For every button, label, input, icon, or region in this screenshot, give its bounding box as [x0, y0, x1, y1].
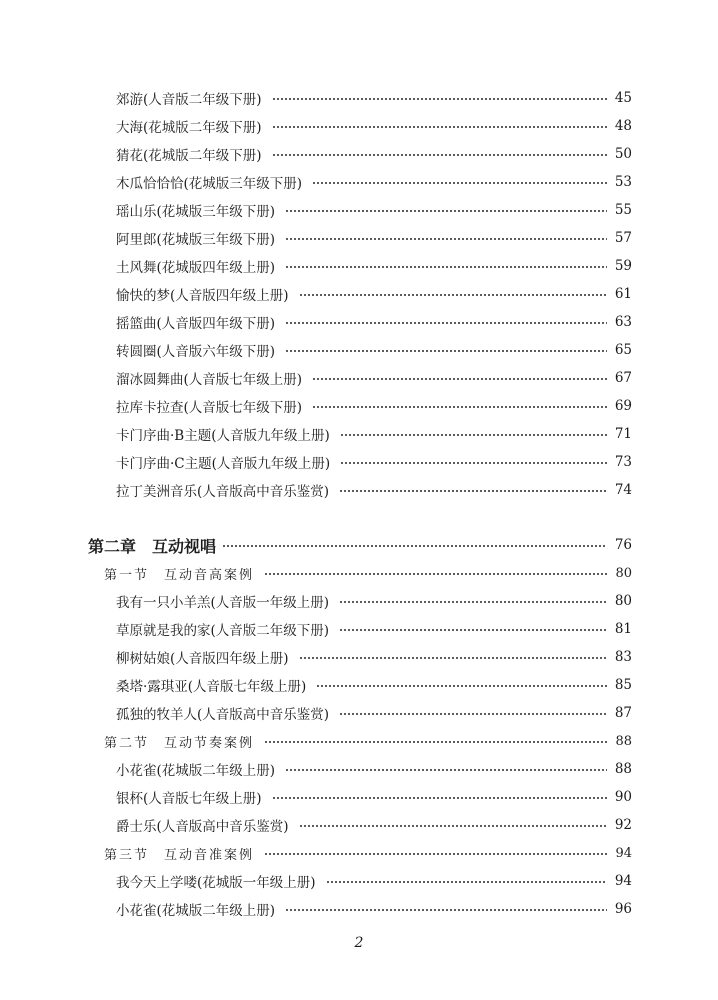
- toc-entry[interactable]: [116, 701, 632, 725]
- toc-section[interactable]: [104, 841, 632, 865]
- toc-entry-page: 80: [614, 593, 632, 609]
- page-number: 2: [354, 935, 364, 951]
- dot-leader: [299, 294, 607, 296]
- toc-entry-title: 卡门序曲·C主题(人音版九年级上册): [116, 456, 331, 472]
- section-title: 第三节 互动音准案例: [104, 847, 255, 863]
- toc-entry-title: 柳树姑娘(人音版四年级上册): [116, 651, 289, 667]
- toc-entry-page: 53: [614, 174, 632, 190]
- toc-entry-page: 87: [614, 705, 632, 721]
- toc-entry-page: 67: [614, 370, 632, 386]
- dot-leader: [285, 350, 607, 352]
- section-page: 80: [615, 565, 632, 581]
- toc-entry-title: 银杯(人音版七年级上册): [116, 791, 262, 807]
- section-title: 第一节 互动音高案例: [104, 567, 255, 583]
- dot-leader: [312, 406, 607, 408]
- toc-entry[interactable]: [116, 142, 632, 166]
- toc-entry-title: 摇篮曲(人音版四年级下册): [116, 316, 276, 332]
- toc-entry-title: 愉快的梦(人音版四年级上册): [116, 288, 289, 304]
- toc-chapter[interactable]: [88, 533, 632, 557]
- section-title: 第二节 互动节奏案例: [104, 735, 255, 751]
- dot-leader: [312, 378, 607, 380]
- toc-entry-title: 卡门序曲·B主题(人音版九年级上册): [116, 428, 330, 444]
- toc-entry-title: 木瓜恰恰恰(花城版三年级下册): [116, 176, 303, 192]
- dot-leader: [326, 881, 607, 883]
- toc-entry-title: 转圆圈(人音版六年级下册): [116, 344, 276, 360]
- toc-entry-page: 74: [614, 482, 632, 498]
- dot-leader: [285, 909, 607, 911]
- toc-entry-page: 73: [614, 454, 632, 470]
- toc-entry-page: 81: [614, 621, 632, 637]
- toc-entry-title: 孤独的牧羊人(人音版高中音乐鉴赏): [116, 707, 330, 723]
- toc-entry[interactable]: [116, 422, 632, 446]
- chapter-title: 第二章 互动视唱: [88, 536, 217, 556]
- toc-entry[interactable]: [116, 198, 632, 222]
- toc-entry[interactable]: [116, 757, 632, 781]
- toc-entry[interactable]: [116, 897, 632, 921]
- toc-entry-page: 55: [614, 202, 632, 218]
- toc-entry[interactable]: [116, 869, 632, 893]
- toc-entry-title: 我有一只小羊羔(人音版一年级上册): [116, 595, 330, 611]
- toc-entry-title: 小花雀(花城版二年级上册): [116, 903, 276, 919]
- toc-entry-page: 63: [614, 314, 632, 330]
- dot-leader: [264, 741, 607, 743]
- toc-entry-page: 50: [614, 146, 632, 162]
- dot-leader: [316, 685, 606, 687]
- dot-leader: [339, 490, 607, 492]
- toc-entry[interactable]: [116, 785, 632, 809]
- toc-entry-title: 草原就是我的家(人音版二年级下册): [116, 623, 330, 639]
- toc-entry[interactable]: [116, 450, 632, 474]
- toc-entry[interactable]: [116, 338, 632, 362]
- toc-entry-page: 61: [614, 286, 632, 302]
- toc-entry-page: 94: [614, 873, 632, 889]
- toc-entry[interactable]: [116, 673, 632, 697]
- dot-leader: [272, 126, 607, 128]
- toc-entry-title: 拉丁美洲音乐(人音版高中音乐鉴赏): [116, 484, 330, 500]
- dot-leader: [285, 210, 607, 212]
- chapter-page: 76: [614, 537, 632, 553]
- dot-leader: [272, 98, 607, 100]
- toc-entry-page: 45: [614, 90, 632, 106]
- toc-entry-page: 65: [614, 342, 632, 358]
- toc-entry-page: 71: [614, 426, 632, 442]
- toc-entry-title: 阿里郎(花城版三年级下册): [116, 232, 276, 248]
- dot-leader: [339, 629, 607, 631]
- toc-entry-title: 瑶山乐(花城版三年级下册): [116, 204, 276, 220]
- toc-entry-page: 69: [614, 398, 632, 414]
- dot-leader: [339, 601, 607, 603]
- dot-leader: [299, 825, 607, 827]
- toc-entry-page: 85: [614, 677, 632, 693]
- dot-leader: [285, 322, 607, 324]
- toc-entry-page: 90: [614, 789, 632, 805]
- toc-entry-title: 我今天上学喽(花城版一年级上册): [116, 875, 316, 891]
- toc-entry-page: 59: [614, 258, 632, 274]
- toc-entry-title: 大海(花城版二年级下册): [116, 120, 262, 136]
- toc-entry-page: 96: [614, 901, 632, 917]
- toc-section[interactable]: [104, 729, 632, 753]
- dot-leader: [340, 462, 607, 464]
- dot-leader: [312, 182, 607, 184]
- toc-entry[interactable]: [116, 226, 632, 250]
- toc-entry-title: 溜冰圆舞曲(人音版七年级上册): [116, 372, 303, 388]
- dot-leader: [285, 769, 607, 771]
- toc-entry-page: 48: [614, 118, 632, 134]
- toc-entry-title: 郊游(人音版二年级下册): [116, 92, 262, 108]
- dot-leader: [264, 573, 607, 575]
- toc-entry-page: 92: [614, 817, 632, 833]
- toc-entry[interactable]: [116, 589, 632, 613]
- dot-leader: [285, 266, 607, 268]
- dot-leader: [339, 713, 607, 715]
- toc-entry-title: 拉库卡拉查(人音版七年级下册): [116, 400, 303, 416]
- toc-entry-title: 土风舞(花城版四年级上册): [116, 260, 276, 276]
- toc-section[interactable]: [104, 561, 632, 585]
- dot-leader: [299, 657, 607, 659]
- toc-entry[interactable]: [116, 114, 632, 138]
- dot-leader: [264, 853, 607, 855]
- toc-entry-title: 桑塔·露琪亚(人音版七年级上册): [116, 679, 307, 695]
- toc-entry-title: 猜花(花城版二年级下册): [116, 148, 262, 164]
- toc-entry[interactable]: [116, 254, 632, 278]
- toc-entry-page: 57: [614, 230, 632, 246]
- dot-leader: [222, 545, 607, 547]
- toc-entry[interactable]: [116, 366, 632, 390]
- toc-entry[interactable]: [116, 282, 632, 306]
- toc-entry[interactable]: [116, 645, 632, 669]
- section-page: 88: [615, 733, 632, 749]
- toc-entry-title: 小花雀(花城版二年级上册): [116, 763, 276, 779]
- dot-leader: [272, 797, 607, 799]
- toc-entry-title: 爵士乐(人音版高中音乐鉴赏): [116, 819, 289, 835]
- toc-entry[interactable]: [116, 170, 632, 194]
- dot-leader: [272, 154, 607, 156]
- toc-entry-page: 88: [614, 761, 632, 777]
- dot-leader: [340, 434, 607, 436]
- toc-entry[interactable]: [116, 617, 632, 641]
- dot-leader: [285, 238, 607, 240]
- toc-entry[interactable]: [116, 310, 632, 334]
- toc-entry[interactable]: [116, 478, 632, 502]
- toc-entry-page: 83: [614, 649, 632, 665]
- toc-entry[interactable]: [116, 813, 632, 837]
- toc-entry[interactable]: [116, 394, 632, 418]
- section-page: 94: [615, 845, 632, 861]
- toc-entry[interactable]: [116, 86, 632, 110]
